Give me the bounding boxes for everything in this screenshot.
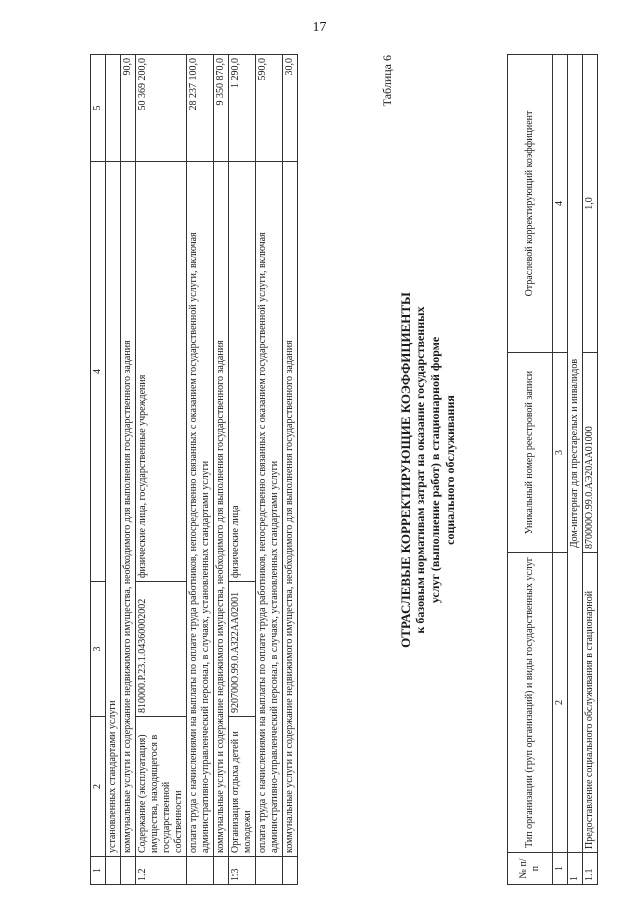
table-caption: Таблица 6 bbox=[380, 55, 394, 107]
index-cell: 1 bbox=[553, 853, 568, 885]
row-coefficient: 1,0 bbox=[583, 55, 598, 353]
row-number bbox=[214, 857, 229, 885]
row-code: 810000.Р.23.1.04360002002 bbox=[136, 582, 187, 717]
row-number bbox=[256, 857, 283, 885]
group-row bbox=[568, 55, 583, 885]
row-number bbox=[106, 857, 121, 885]
col-index-1: 1 bbox=[91, 857, 106, 885]
row-number bbox=[121, 857, 136, 885]
heading-line-1: ОТРАСЛЕВЫЕ КОРРЕКТИРУЮЩИЕ КОЭФФИЦИЕНТЫ bbox=[398, 292, 413, 648]
row-recipients: физические лица bbox=[229, 162, 256, 582]
table-row bbox=[106, 55, 121, 885]
row-value: 1 290,0 bbox=[229, 55, 256, 162]
col-index-3: 3 bbox=[91, 582, 106, 717]
table-row bbox=[229, 55, 256, 885]
coefficients-header-row bbox=[508, 55, 553, 885]
col-index-4: 4 bbox=[91, 162, 106, 582]
row-value: 90,0 bbox=[121, 55, 136, 162]
index-cell: 2 bbox=[553, 553, 568, 853]
col-index-5: 5 bbox=[91, 55, 106, 162]
row-text: установленных стандартами услуги bbox=[106, 162, 121, 857]
row-text: оплата труда с начислениями на выплаты по оплате труда работников, непосредственно связанных с оказанием государственной услуги, включая административно-управленческий персонал, в случаях, установленных стандартами услуги bbox=[256, 162, 283, 857]
row-registry-code: 870000О.99.0.АЭ20АА01000 bbox=[583, 353, 598, 553]
table-row bbox=[187, 55, 214, 885]
coefficients-table bbox=[507, 54, 598, 885]
table-row bbox=[136, 55, 187, 885]
coefficients-index-row bbox=[553, 55, 568, 885]
upper-table bbox=[90, 54, 298, 885]
index-cell: 4 bbox=[553, 55, 568, 353]
header-coefficient: Отраслевой корректирующий коэффициент bbox=[508, 55, 553, 353]
row-text: оплата труда с начислениями на выплаты по оплате труда работников, непосредственно связанных с оказанием государственной услуги, включая административно-управленческий персонал, в случаях, установленных стандартами услуги bbox=[187, 162, 214, 857]
row-number: 1.2 bbox=[136, 857, 187, 885]
table-row bbox=[283, 55, 298, 885]
heading-line-4: социального обслуживания bbox=[443, 395, 457, 545]
group-title: Дом-интернат для престарелых и инвалидов bbox=[568, 55, 583, 853]
row-text: коммунальные услуги и содержание недвижимого имущества, необходимого для выполнения государственного задания bbox=[121, 162, 136, 857]
table-row bbox=[256, 55, 283, 885]
row-text: коммунальные услуги и содержание недвижимого имущества, необходимого для выполнения государственного задания bbox=[214, 162, 229, 857]
table-row bbox=[214, 55, 229, 885]
section-heading bbox=[398, 55, 458, 885]
table-row bbox=[583, 55, 598, 885]
row-number bbox=[283, 857, 298, 885]
upper-table-header-row bbox=[91, 55, 106, 885]
heading-line-3: услуг (выполнение работ) в стационарной форме bbox=[428, 336, 442, 604]
row-service: Предоставление социального обслуживания в стационарной bbox=[583, 553, 598, 853]
row-value: 50 369 200,0 bbox=[136, 55, 187, 162]
index-cell: 3 bbox=[553, 353, 568, 553]
row-value: 30,0 bbox=[283, 55, 298, 162]
row-value bbox=[106, 55, 121, 162]
row-value: 28 237 100,0 bbox=[187, 55, 214, 162]
row-value: 9 350 870,0 bbox=[214, 55, 229, 162]
rotated-page-content bbox=[90, 55, 600, 885]
row-code: 920700О.99.0.АЗ22АА02001 bbox=[229, 582, 256, 717]
row-text: Организация отдыха детей и молодежи bbox=[229, 717, 256, 857]
row-text: Содержание (эксплуатация) имущества, находящегося в государственной собственности bbox=[136, 717, 187, 857]
header-registry-number: Уникальный номер реестровой записи bbox=[508, 353, 553, 553]
row-number: 1.1 bbox=[583, 853, 598, 885]
heading-line-2: к базовым нормативам затрат на оказание государственных bbox=[413, 306, 427, 634]
row-text: коммунальные услуги и содержание недвижимого имущества, необходимого для выполнения государственного задания bbox=[283, 162, 298, 857]
col-index-2: 2 bbox=[91, 717, 106, 857]
header-org-type: Тип организации (груп организаций) и виды государственных услуг bbox=[508, 553, 553, 853]
group-number: 1 bbox=[568, 853, 583, 885]
header-number: № п/п bbox=[508, 853, 553, 885]
page-number: 17 bbox=[312, 20, 327, 35]
row-number: 1.3 bbox=[229, 857, 256, 885]
row-recipients: физические лица, государственные учреждения bbox=[136, 162, 187, 582]
row-number bbox=[187, 857, 214, 885]
row-value: 590,0 bbox=[256, 55, 283, 162]
table-row bbox=[121, 55, 136, 885]
